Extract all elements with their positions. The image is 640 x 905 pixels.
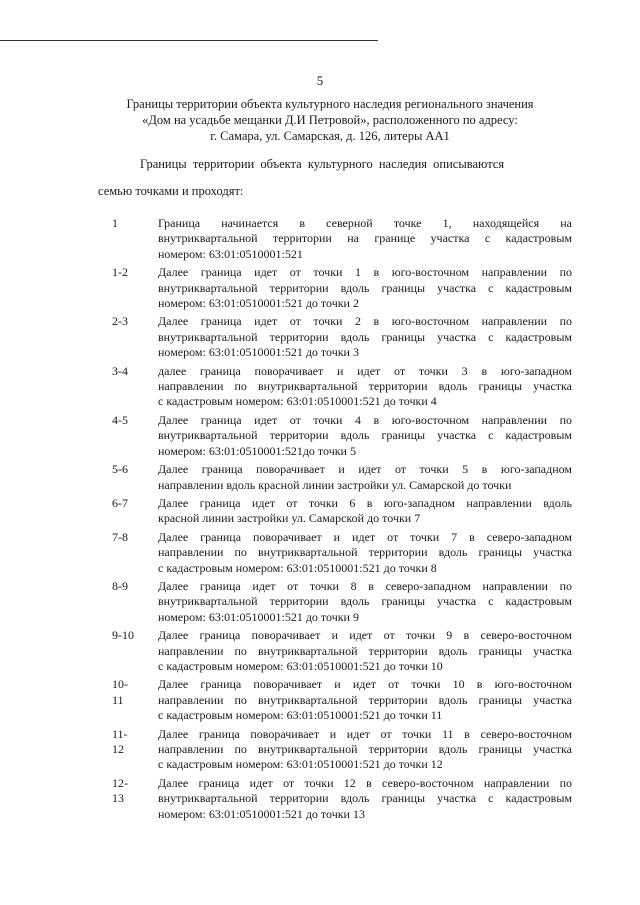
boundary-point-item bbox=[112, 462, 572, 493]
boundary-point-item bbox=[112, 496, 572, 527]
intro-paragraph-line-2: семью точками и проходят: bbox=[98, 184, 244, 198]
point-number: 8-9 bbox=[112, 578, 128, 593]
boundary-point-item bbox=[112, 364, 572, 410]
point-description bbox=[158, 530, 572, 576]
point-description bbox=[158, 579, 572, 625]
boundary-point-item bbox=[112, 530, 572, 576]
document-heading bbox=[60, 96, 600, 144]
heading-line-2: «Дом на усадьбе мещанки Д.И Петровой», расположенного по адресу: bbox=[142, 113, 518, 127]
point-description-line: Далее граница идет от точки 12 в северо-восточном направлении по bbox=[158, 775, 572, 790]
boundary-point-item bbox=[112, 579, 572, 625]
page-number: 5 bbox=[316, 73, 324, 88]
boundary-point-item bbox=[112, 216, 572, 262]
point-description-line: Далее граница идет от точки 8 в северо-западном направлении по bbox=[158, 578, 572, 593]
point-description bbox=[158, 727, 572, 773]
point-number: 6-7 bbox=[112, 495, 128, 510]
point-description-line: внутриквартальной территории на границе участка с кадастровым bbox=[158, 231, 572, 246]
point-description-line: Далее граница идет от точки 1 в юго-восточном направлении по bbox=[158, 265, 572, 280]
point-description-line: с кадастровым номером: 63:01:0510001:521 до точки 11 bbox=[158, 708, 443, 723]
point-description-line: Далее граница поворачивает и идет от точки 5 в юго-западном bbox=[158, 462, 572, 477]
point-description-line: Далее граница идет от точки 6 в юго-западном направлении вдоль bbox=[158, 495, 572, 510]
point-description-line: далее граница поворачивает и идет от точки 3 в юго-западном bbox=[158, 363, 572, 378]
heading-line-1: Границы территории объекта культурного наследия регионального значения bbox=[126, 97, 534, 111]
point-number: 1-2 bbox=[112, 265, 128, 280]
point-description-line: направлении вдоль красной линии застройки ул. Самарской до точки bbox=[158, 477, 512, 492]
boundary-point-item bbox=[112, 314, 572, 360]
point-number: 11- 12 bbox=[112, 726, 128, 756]
point-description-line: номером: 63:01:0510001:521 до точки 9 bbox=[158, 609, 359, 624]
point-description-line: красной линии застройки ул. Самарской до точки 7 bbox=[158, 511, 421, 526]
point-description bbox=[158, 314, 572, 360]
point-number: 4-5 bbox=[112, 412, 128, 427]
point-description-line: внутриквартальной территории вдоль границы участка с кадастровым bbox=[158, 280, 572, 295]
boundary-point-item bbox=[112, 413, 572, 459]
point-number: 2-3 bbox=[112, 314, 128, 329]
intro-paragraph-line-1: Границы территории объекта культурного наследия описываются bbox=[140, 157, 505, 171]
heading-line-3: г. Самара, ул. Самарская, д. 126, литеры АА1 bbox=[210, 129, 450, 143]
point-description bbox=[158, 628, 572, 674]
point-description bbox=[158, 776, 572, 822]
boundary-point-item bbox=[112, 727, 572, 773]
point-description-line: Далее граница поворачивает и идет от точки 10 в юго-восточном bbox=[158, 677, 572, 692]
point-number: 12- 13 bbox=[112, 775, 128, 806]
point-description bbox=[158, 216, 572, 262]
point-description bbox=[158, 413, 572, 459]
boundary-points-list bbox=[112, 216, 572, 825]
point-description-line: Далее граница идет от точки 4 в юго-восточном направлении по bbox=[158, 412, 572, 427]
top-rule bbox=[0, 40, 378, 41]
point-description-line: номером: 63:01:0510001:521 до точки 3 bbox=[158, 345, 359, 360]
boundary-point-item bbox=[112, 628, 572, 674]
point-number: 7-8 bbox=[112, 529, 128, 544]
point-description-line: направлении по внутриквартальной территории вдоль границы участка bbox=[158, 742, 572, 756]
point-description-line: Далее граница идет от точки 2 в юго-восточном направлении по bbox=[158, 314, 572, 329]
point-number: 9-10 bbox=[112, 628, 134, 643]
point-description-line: направлении по внутриквартальной территории вдоль границы участка bbox=[158, 643, 572, 658]
point-description-line: Граница начинается в северной точке 1, находящейся на bbox=[158, 216, 572, 230]
point-description-line: Далее граница поворачивает и идет от точки 11 в северо-восточном bbox=[158, 726, 572, 741]
boundary-point-item bbox=[112, 776, 572, 822]
point-description-line: направлении по внутриквартальной территории вдоль границы участка bbox=[158, 545, 572, 560]
boundary-point-item bbox=[112, 265, 572, 311]
point-description-line: номером: 63:01:0510001:521до точки 5 bbox=[158, 443, 356, 458]
point-description-line: номером: 63:01:0510001:521 до точки 13 bbox=[158, 806, 365, 821]
point-description bbox=[158, 677, 572, 723]
point-description-line: с кадастровым номером: 63:01:0510001:521 до точки 12 bbox=[158, 757, 443, 772]
point-description-line: номером: 63:01:0510001:521 до точки 2 bbox=[158, 296, 359, 311]
point-number: 1 bbox=[112, 216, 118, 230]
point-description-line: направлении по внутриквартальной территории вдоль границы участка bbox=[158, 692, 572, 707]
point-description-line: с кадастровым номером: 63:01:0510001:521 до точки 4 bbox=[158, 394, 437, 409]
point-description-line: внутриквартальной территории вдоль границы участка с кадастровым bbox=[158, 329, 572, 344]
point-description bbox=[158, 496, 572, 527]
boundary-point-item bbox=[112, 677, 572, 723]
point-description-line: с кадастровым номером: 63:01:0510001:521 до точки 8 bbox=[158, 560, 437, 575]
point-description bbox=[158, 364, 572, 410]
point-description-line: номером: 63:01:0510001:521 bbox=[158, 246, 303, 261]
point-description-line: внутриквартальной территории вдоль границы участка с кадастровым bbox=[158, 791, 572, 806]
point-description-line: Далее граница поворачивает и идет от точки 7 в северо-западном bbox=[158, 529, 572, 544]
point-description-line: внутриквартальной территории вдоль границы участка с кадастровым bbox=[158, 594, 572, 609]
point-description-line: внутриквартальной территории вдоль границы участка с кадастровым bbox=[158, 428, 572, 443]
point-number: 5-6 bbox=[112, 462, 128, 477]
point-description bbox=[158, 265, 572, 311]
point-description bbox=[158, 462, 572, 493]
point-number: 3-4 bbox=[112, 363, 128, 378]
point-description-line: направлении по внутриквартальной территории вдоль границы участка bbox=[158, 379, 572, 394]
point-number: 10- 11 bbox=[112, 677, 128, 707]
point-description-line: с кадастровым номером: 63:01:0510001:521 до точки 10 bbox=[158, 658, 443, 673]
point-description-line: Далее граница поворачивает и идет от точки 9 в северо-восточном bbox=[158, 628, 572, 643]
